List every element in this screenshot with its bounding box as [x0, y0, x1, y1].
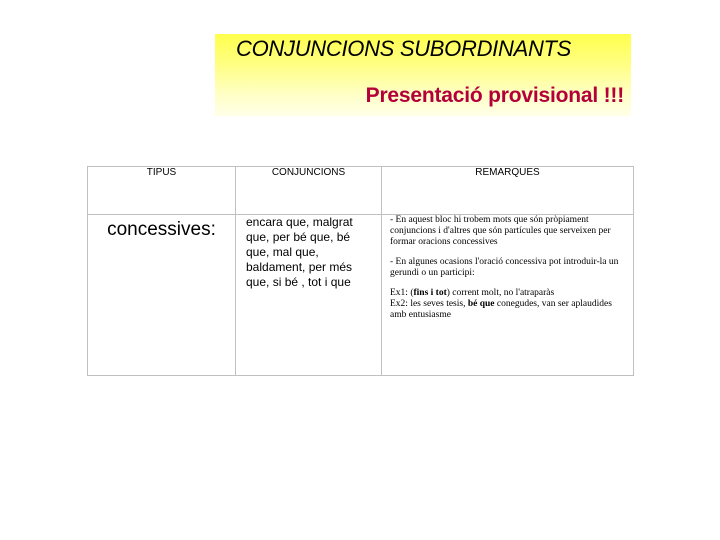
column-header-conjuncions: CONJUNCIONS: [236, 167, 382, 215]
conjunctions-table: [87, 166, 634, 376]
example-text: Ex1: (: [390, 288, 414, 298]
column-header-remarques: REMARQUES: [382, 167, 634, 215]
example-line: [390, 288, 627, 299]
column-header-tipus: TIPUS: [88, 167, 236, 215]
example-text: conegudes, van ser aplaudides amb entusiasme: [390, 299, 612, 320]
remarks-cell: [382, 215, 634, 376]
example-line: [390, 299, 627, 321]
page-subtitle: Presentació provisional !!!: [365, 84, 624, 107]
remark-paragraph: - En aquest bloc hi trobem mots que són pròpiament conjuncions i d'altres que són partícules que serveixen per formar oracions concessives: [390, 215, 611, 247]
example-highlight: bé que: [467, 299, 495, 309]
table-row: [88, 215, 634, 376]
type-cell: concessives:: [88, 215, 236, 376]
example-text: Ex2: les seves tesis,: [390, 299, 468, 309]
page-title: CONJUNCIONS SUBORDINANTS: [236, 36, 572, 61]
conjunctions-cell: encara que, malgrat que, per bé que, bé que, mal que, baldament, per més que, si bé , tot i que: [236, 215, 382, 376]
table-header-row: [88, 167, 634, 215]
example-highlight: fins i tot: [413, 288, 447, 298]
example-text: ) corrent molt, no l'atraparàs: [446, 288, 555, 298]
remark-paragraph: - En algunes ocasions l'oració concessiva pot introduir-la un gerundi o un participi:: [390, 257, 619, 278]
